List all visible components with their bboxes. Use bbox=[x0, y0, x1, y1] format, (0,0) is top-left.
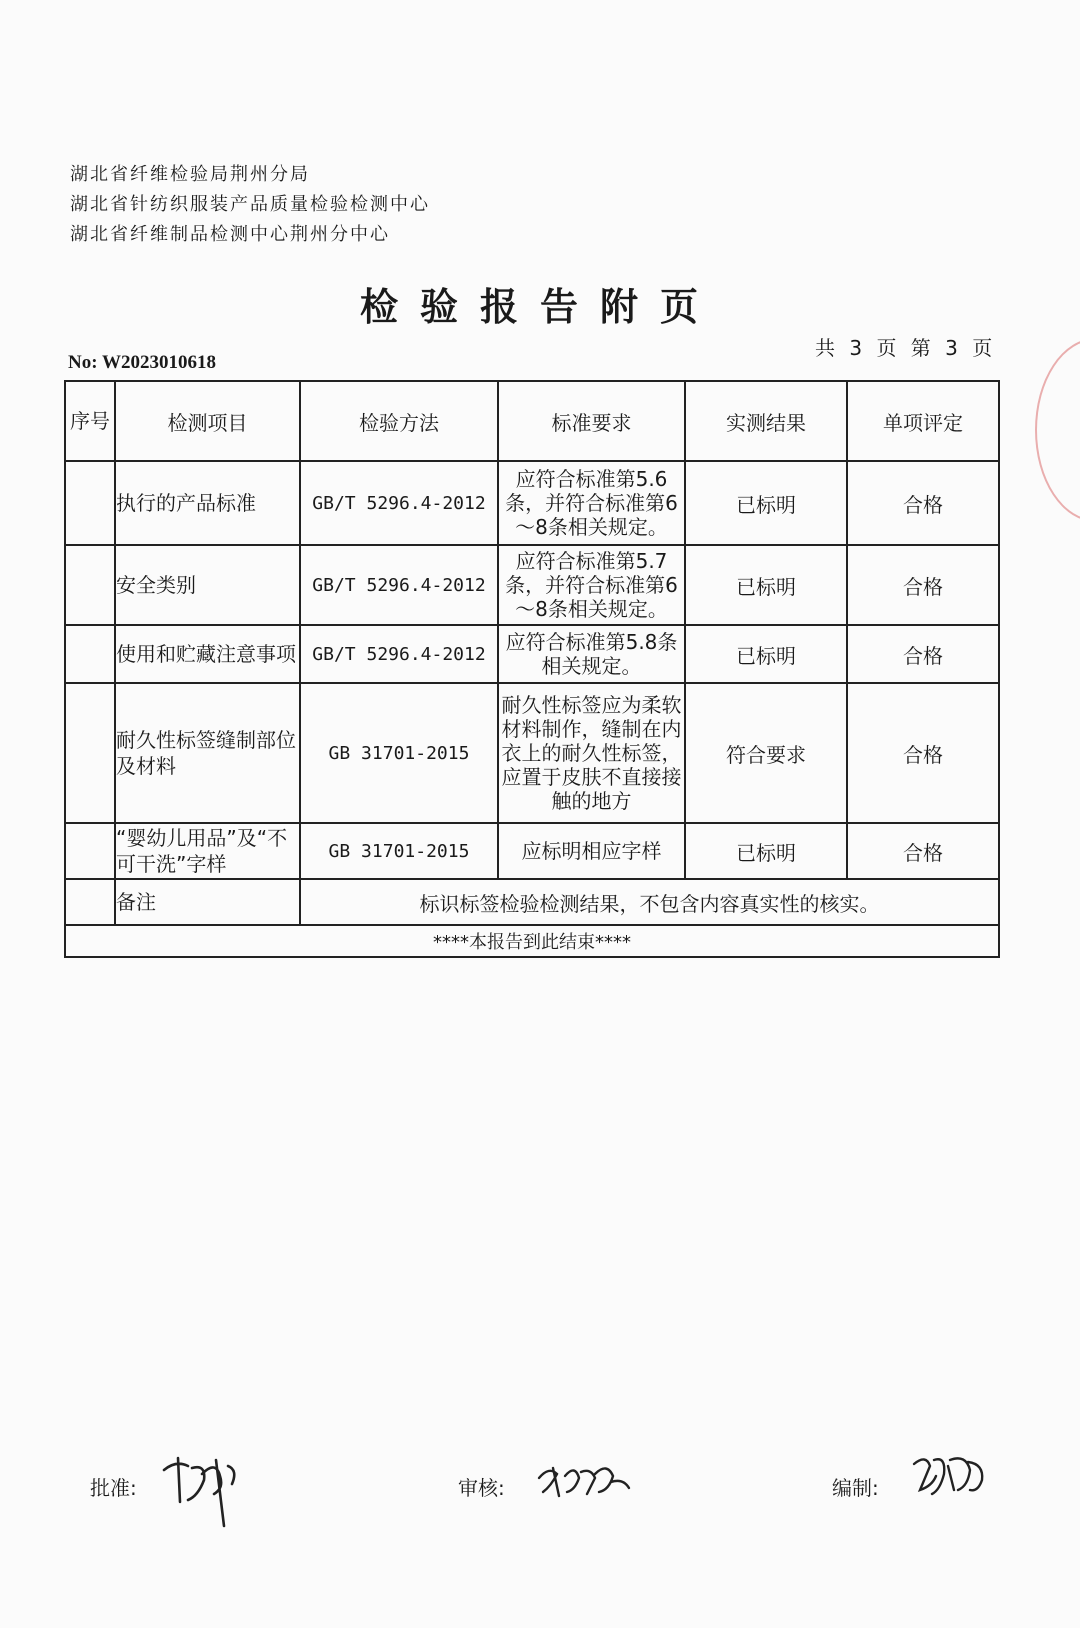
row-item: 安全类别 bbox=[115, 545, 300, 625]
report-number-value: W2023010618 bbox=[101, 352, 216, 373]
row-requirement: 应符合标准第5.6条，并符合标准第6～8条相关规定。 bbox=[498, 461, 685, 545]
note-row bbox=[65, 879, 999, 925]
row-item: “婴幼儿用品”及“不可干洗”字样 bbox=[115, 823, 300, 879]
row-method: GB 31701-2015 bbox=[300, 683, 498, 823]
row-requirement: 耐久性标签应为柔软材料制作，缝制在内衣上的耐久性标签，应置于皮肤不直接接触的地方 bbox=[498, 683, 685, 823]
header-item: 检测项目 bbox=[115, 381, 300, 461]
header-seq: 序号 bbox=[65, 381, 115, 461]
row-seq bbox=[65, 683, 115, 823]
review-label: 审核: bbox=[458, 1476, 505, 1500]
table-row bbox=[65, 823, 999, 879]
end-row bbox=[65, 925, 999, 957]
row-requirement: 应符合标准第5.8条相关规定。 bbox=[498, 625, 685, 683]
row-seq bbox=[65, 545, 115, 625]
inspection-table bbox=[64, 380, 1000, 958]
header-requirement: 标准要求 bbox=[498, 381, 685, 461]
compile-label: 编制: bbox=[832, 1476, 879, 1500]
row-result: 已标明 bbox=[685, 625, 847, 683]
compile-signature-icon bbox=[910, 1446, 990, 1502]
row-seq bbox=[65, 625, 115, 683]
row-method: GB 31701-2015 bbox=[300, 823, 498, 879]
row-item: 耐久性标签缝制部位及材料 bbox=[115, 683, 300, 823]
issuer-line-2: 湖北省针纺织服装产品质量检验检测中心 bbox=[70, 194, 430, 215]
row-result: 符合要求 bbox=[685, 683, 847, 823]
row-result: 已标明 bbox=[685, 545, 847, 625]
row-result: 已标明 bbox=[685, 823, 847, 879]
row-item: 执行的产品标准 bbox=[115, 461, 300, 545]
row-result: 已标明 bbox=[685, 461, 847, 545]
table-row bbox=[65, 545, 999, 625]
table-row bbox=[65, 683, 999, 823]
table-header-row bbox=[65, 381, 999, 461]
table-row bbox=[65, 461, 999, 545]
row-seq bbox=[65, 461, 115, 545]
table-row bbox=[65, 625, 999, 683]
row-item: 使用和贮藏注意事项 bbox=[115, 625, 300, 683]
row-evaluation: 合格 bbox=[847, 683, 999, 823]
header-result: 实测结果 bbox=[685, 381, 847, 461]
note-label: 备注 bbox=[115, 879, 300, 925]
report-number bbox=[68, 352, 216, 374]
row-evaluation: 合格 bbox=[847, 823, 999, 879]
header-evaluation: 单项评定 bbox=[847, 381, 999, 461]
row-seq bbox=[65, 823, 115, 879]
document-title: 检验报告附页 bbox=[359, 285, 720, 329]
end-of-report-text: ****本报告到此结束**** bbox=[65, 925, 999, 957]
note-text: 标识标签检验检测结果，不包含内容真实性的核实。 bbox=[300, 879, 999, 925]
row-requirement: 应符合标准第5.7条，并符合标准第6～8条相关规定。 bbox=[498, 545, 685, 625]
row-method: GB/T 5296.4-2012 bbox=[300, 545, 498, 625]
row-evaluation: 合格 bbox=[847, 625, 999, 683]
page-count: 共 3 页 第 3 页 bbox=[815, 336, 997, 360]
row-evaluation: 合格 bbox=[847, 545, 999, 625]
approve-signature-icon bbox=[158, 1440, 248, 1530]
report-number-label: No: bbox=[68, 352, 98, 373]
approve-label: 批准: bbox=[90, 1476, 137, 1500]
seal-stamp-icon bbox=[1035, 338, 1080, 522]
row-evaluation: 合格 bbox=[847, 461, 999, 545]
issuer-line-1: 湖北省纤维检验局荆州分局 bbox=[70, 164, 310, 185]
row-requirement: 应标明相应字样 bbox=[498, 823, 685, 879]
row-method: GB/T 5296.4-2012 bbox=[300, 625, 498, 683]
header-method: 检验方法 bbox=[300, 381, 498, 461]
issuer-line-3: 湖北省纤维制品检测中心荆州分中心 bbox=[70, 224, 390, 245]
note-seq-cell bbox=[65, 879, 115, 925]
row-method: GB/T 5296.4-2012 bbox=[300, 461, 498, 545]
review-signature-icon bbox=[535, 1452, 635, 1502]
